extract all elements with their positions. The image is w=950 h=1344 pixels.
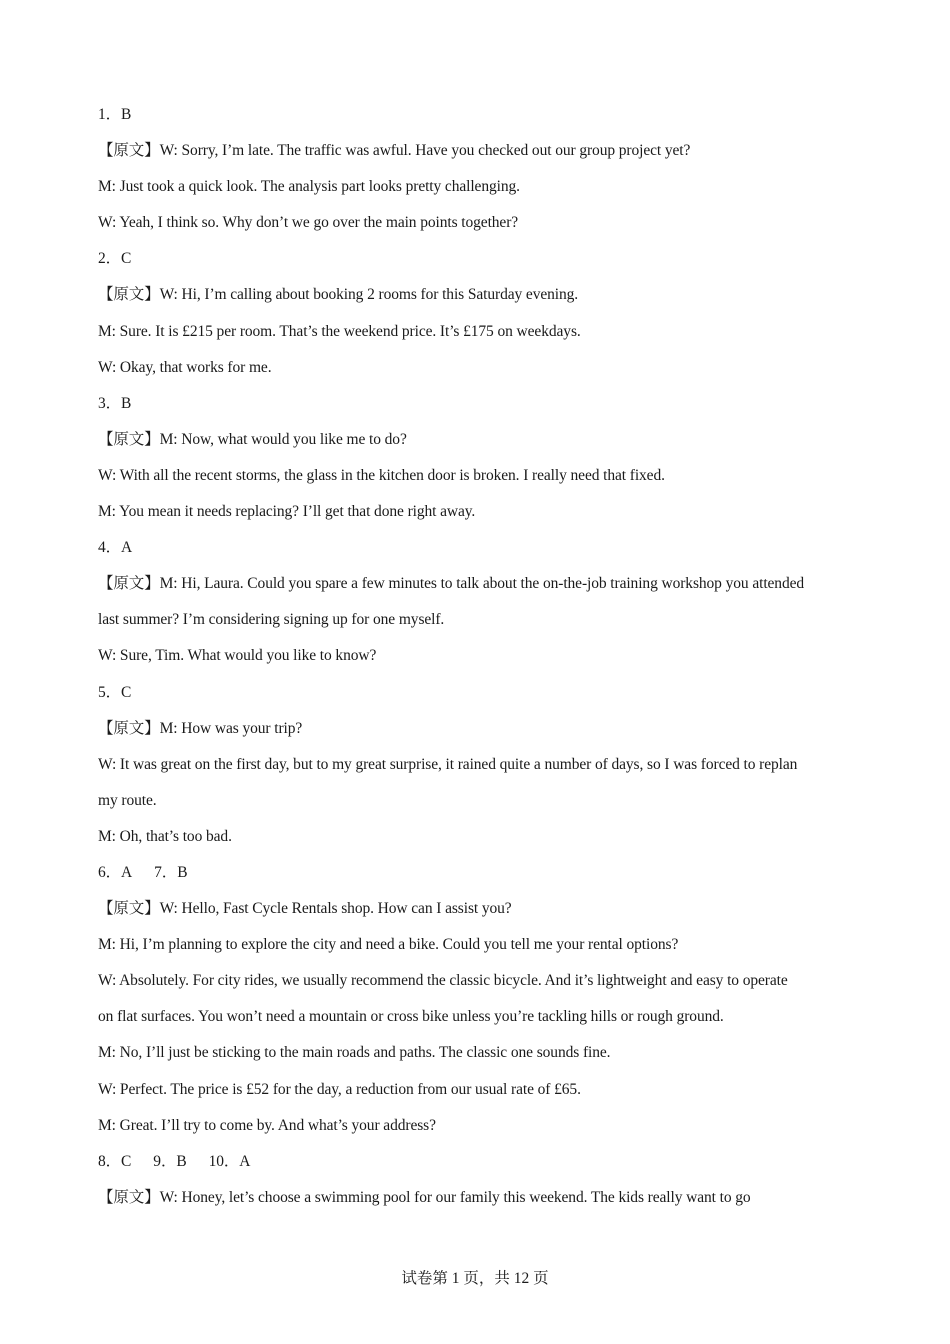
transcript-line: M: Just took a quick look. The analysis part looks pretty challenging. <box>98 178 520 196</box>
page-footer: 试卷第 1 页，共 12 页 <box>401 1270 549 1287</box>
answer-key: 3．B <box>98 394 132 412</box>
answer-line <box>98 530 858 566</box>
transcript-line: 【原文】W: Sorry, I’m late. The traffic was awful. Have you checked out our group project yet? <box>98 142 691 160</box>
answer-line <box>98 97 858 133</box>
answer-key: 5．C <box>98 683 132 701</box>
transcript-line: last summer? I’m considering signing up for one myself. <box>98 611 445 629</box>
transcript-line: W: Sure, Tim. What would you like to know? <box>98 647 377 665</box>
transcript-line: 【原文】W: Hello, Fast Cycle Rentals shop. How can I assist you? <box>98 900 512 918</box>
transcript-line: W: With all the recent storms, the glass in the kitchen door is broken. I really need that fixed. <box>98 466 665 484</box>
answer-line <box>98 241 858 277</box>
transcript-line: 【原文】M: Hi, Laura. Could you spare a few minutes to talk about the on-the-job training workshop you attended <box>98 575 805 593</box>
answer-key: 4．A <box>98 539 133 557</box>
transcript-line: 【原文】W: Hi, I’m calling about booking 2 rooms for this Saturday evening. <box>98 286 579 304</box>
document-body <box>98 97 858 1216</box>
answer-line <box>98 386 858 422</box>
transcript-line: my route. <box>98 791 157 809</box>
answer-line <box>98 675 858 711</box>
transcript-line: M: You mean it needs replacing? I’ll get that done right away. <box>98 503 476 521</box>
answer-key: 1．B <box>98 106 132 123</box>
answer-key: 7．B <box>154 863 188 881</box>
answer-key: 10．A <box>208 1152 251 1170</box>
transcript-line: W: Perfect. The price is £52 for the day, a reduction from our usual rate of £65. <box>98 1080 581 1098</box>
transcript-line: 【原文】W: Honey, let’s choose a swimming pool for our family this weekend. The kids really want to go <box>98 1188 751 1206</box>
transcript-line: 【原文】M: How was your trip? <box>98 719 303 737</box>
transcript-line: M: No, I’ll just be sticking to the main roads and paths. The classic one sounds fine. <box>98 1044 611 1062</box>
transcript-line: M: Hi, I’m planning to explore the city and need a bike. Could you tell me your rental options? <box>98 936 679 954</box>
answer-key: 6．A <box>98 863 133 881</box>
transcript-line: on flat surfaces. You won’t need a mountain or cross bike unless you’re tackling hills or rough ground. <box>98 1008 724 1026</box>
transcript-line: W: Okay, that works for me. <box>98 358 272 376</box>
transcript-line: W: Yeah, I think so. Why don’t we go over the main points together? <box>98 214 519 232</box>
transcript-line: M: Great. I’ll try to come by. And what’s your address? <box>98 1116 436 1134</box>
answer-key: 9．B <box>153 1152 187 1170</box>
transcript-line: M: Sure. It is £215 per room. That’s the weekend price. It’s £175 on weekdays. <box>98 322 581 340</box>
answer-key: 2．C <box>98 250 132 268</box>
transcript-line: 【原文】M: Now, what would you like me to do? <box>98 430 407 448</box>
answer-line <box>98 1144 858 1180</box>
transcript-line: M: Oh, that’s too bad. <box>98 827 232 845</box>
answer-line <box>98 855 858 891</box>
answer-key: 8．C <box>98 1152 132 1170</box>
transcript-line: W: It was great on the first day, but to my great surprise, it rained quite a number of days, so I was forced to replan <box>98 755 798 773</box>
transcript-line: W: Absolutely. For city rides, we usually recommend the classic bicycle. And it’s lightweight and easy to operate <box>98 972 788 990</box>
